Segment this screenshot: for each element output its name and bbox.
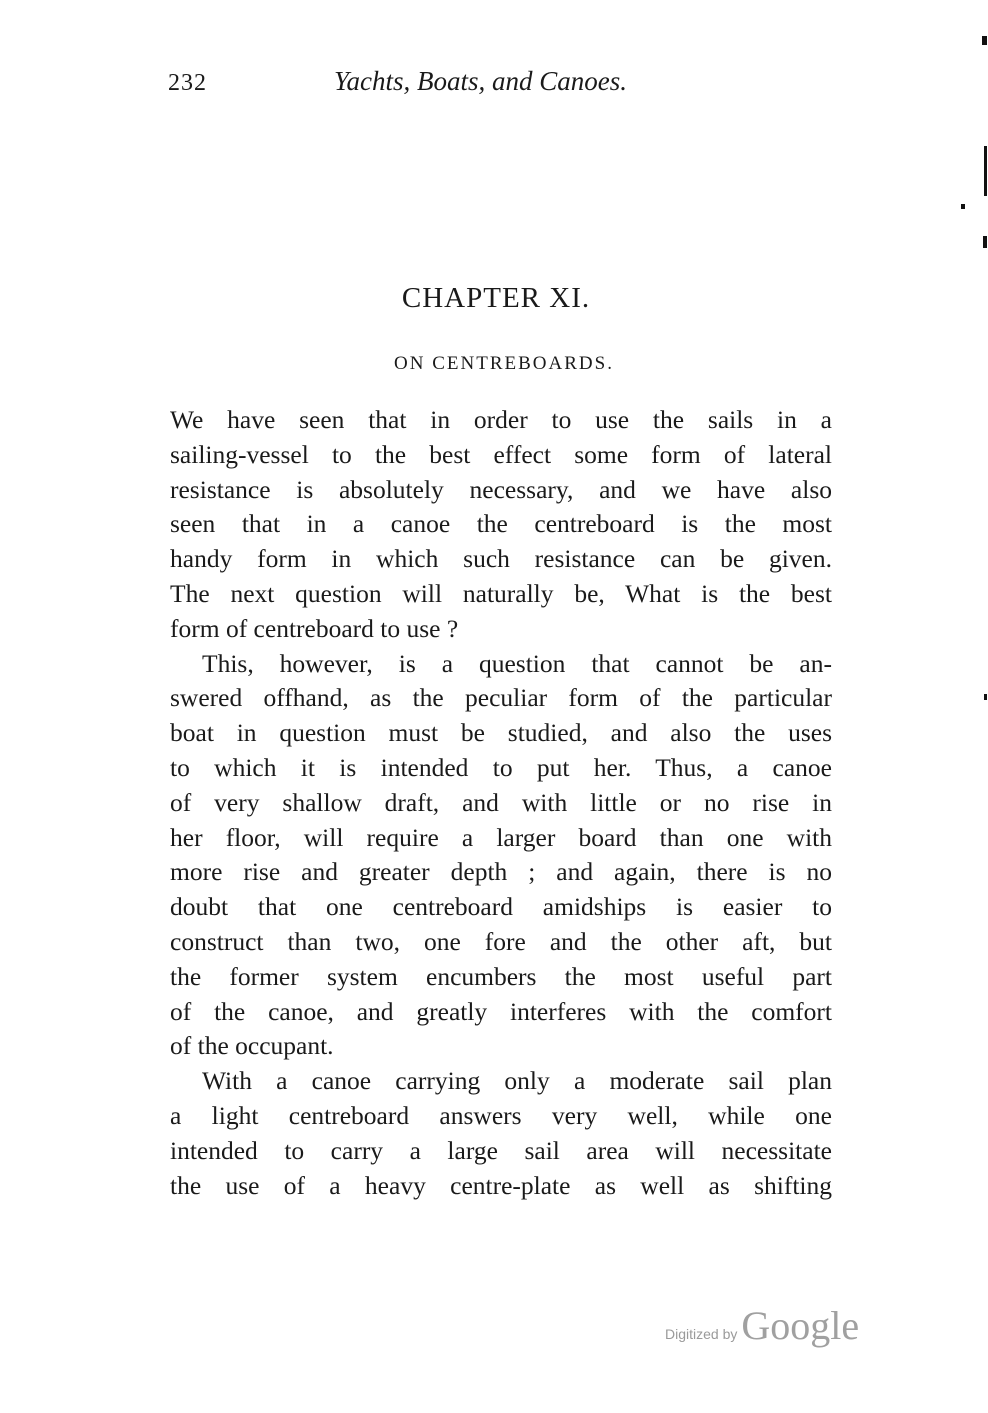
scan-artifact	[983, 236, 987, 248]
scan-artifact	[961, 204, 965, 209]
text-line: her floor, will require a larger board than one with	[170, 822, 832, 852]
scan-artifact	[982, 36, 987, 45]
text-line: of the occupant.	[170, 1031, 334, 1061]
text-line: more rise and greater depth ; and again, there is no	[170, 857, 832, 887]
body-text	[170, 403, 832, 1203]
text-line: of the canoe, and greatly interferes with the comfort	[170, 996, 832, 1026]
text-line: sailing-vessel to the best effect some form of lateral	[170, 439, 832, 469]
watermark-brand: Google	[741, 1303, 860, 1348]
text-line: form of centreboard to use ?	[170, 613, 459, 643]
text-line: a light centreboard answers very well, while one	[170, 1100, 832, 1130]
running-title: Yachts, Boats, and Canoes.	[334, 66, 628, 96]
text-line: The next question will naturally be, What is the best	[170, 578, 832, 608]
text-line: of very shallow draft, and with little or no rise in	[170, 787, 832, 817]
text-line: to which it is intended to put her. Thus, a canoe	[170, 752, 832, 782]
digitized-watermark	[665, 1302, 859, 1349]
text-line: the use of a heavy centre-plate as well as shifting	[170, 1170, 832, 1200]
section-title: ON CENTREBOARDS.	[394, 353, 614, 374]
scan-artifact	[984, 694, 987, 700]
watermark-prefix: Digitized by	[665, 1326, 738, 1342]
text-line: seen that in a canoe the centreboard is the most	[170, 509, 832, 539]
text-line: construct than two, one fore and the other aft, but	[170, 926, 832, 956]
text-line: the former system encumbers the most useful part	[170, 961, 832, 991]
text-line: We have seen that in order to use the sails in a	[170, 405, 832, 434]
page-number: 232	[168, 70, 207, 96]
text-line: intended to carry a large sail area will necessitate	[170, 1135, 832, 1165]
text-line: doubt that one centreboard amidships is easier to	[170, 892, 832, 922]
text-line: handy form in which such resistance can be given.	[170, 544, 832, 574]
chapter-title: CHAPTER XI.	[401, 282, 591, 314]
text-line: boat in question must be studied, and also the uses	[170, 718, 832, 748]
text-line: With a canoe carrying only a moderate sail plan	[202, 1066, 832, 1096]
text-line: This, however, is a question that cannot be an-	[202, 648, 832, 678]
scan-artifact	[984, 146, 987, 196]
text-line: resistance is absolutely necessary, and we have also	[170, 474, 832, 504]
text-line: swered offhand, as the peculiar form of the particular	[170, 683, 832, 713]
